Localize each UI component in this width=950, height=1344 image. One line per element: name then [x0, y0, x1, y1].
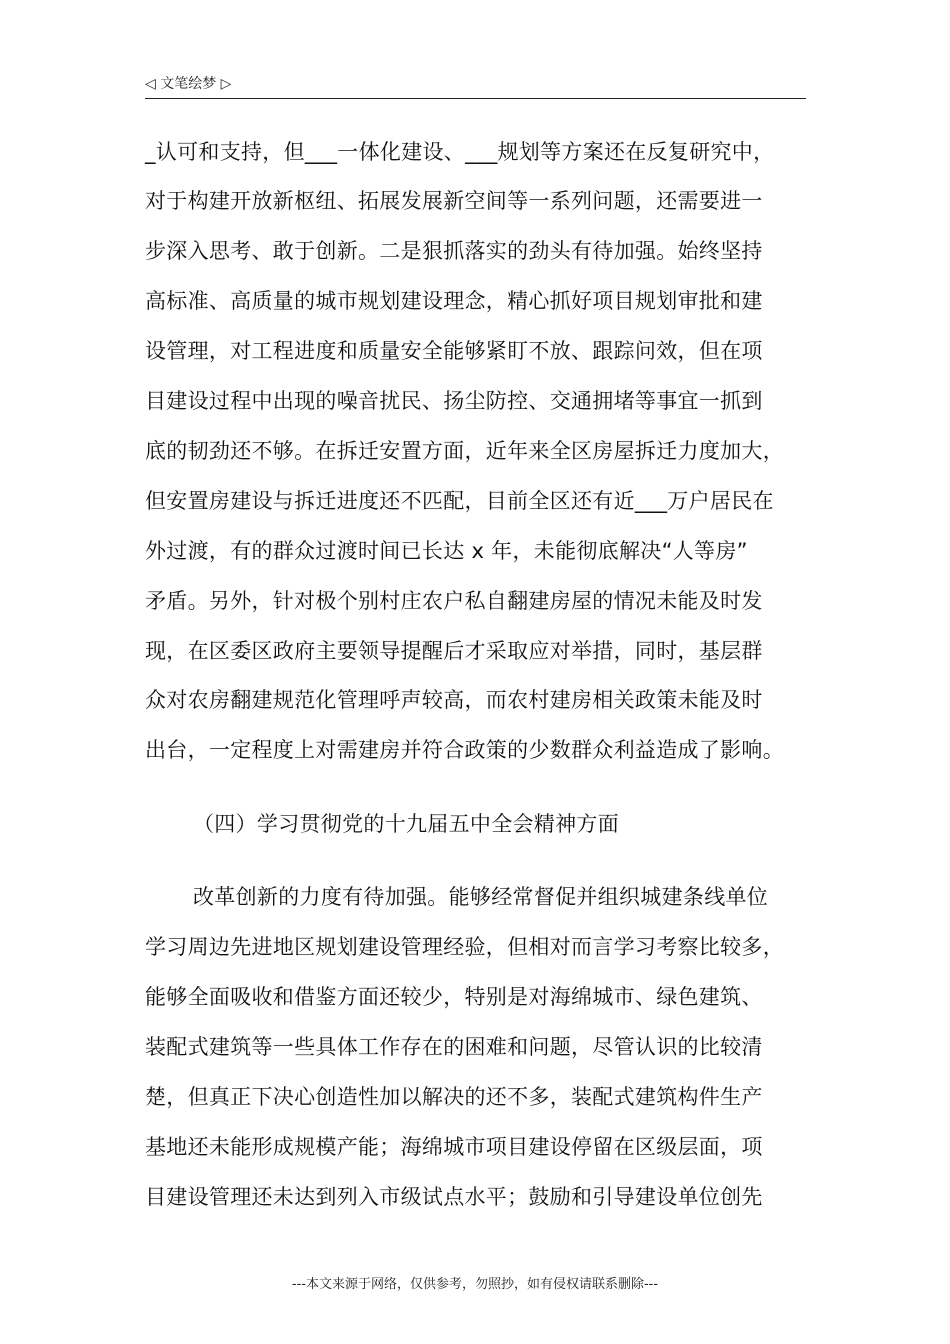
body-line: 目建设管理还未达到列入市级试点水平；鼓励和引导建设单位创先 — [145, 1185, 763, 1209]
body-line: 设管理，对工程进度和质量安全能够紧盯不放、跟踪问效，但在项 — [145, 339, 763, 363]
body-line: 现，在区委区政府主要领导提醒后才采取应对举措，同时，基层群 — [145, 639, 763, 663]
body-line: 外过渡，有的群众过渡时间已长达 x 年，未能彻底解决“人等房” — [145, 539, 748, 563]
body-line: 底的韧劲还不够。在拆迁安置方面，近年来全区房屋拆迁力度加大， — [145, 439, 784, 463]
body-line: 但安置房建设与拆迁进度还不匹配，目前全区还有近___万户居民在 — [145, 489, 774, 513]
page-header — [145, 74, 806, 99]
header-title: ◁ 文笔绘梦 ▷ — [145, 76, 232, 92]
body-line: 目建设过程中出现的噪音扰民、扬尘防控、交通拥堵等事宜一抓到 — [145, 389, 763, 413]
body-line: 出台，一定程度上对需建房并符合政策的少数群众利益造成了影响。 — [145, 738, 784, 762]
body-line: 众对农房翻建规范化管理呼声较高，而农村建房相关政策未能及时 — [145, 688, 763, 712]
body-line: 楚，但真正下决心创造性加以解决的还不多，装配式建筑构件生产 — [145, 1085, 763, 1109]
body-line: 对于构建开放新枢纽、拓展发展新空间等一系列问题，还需要进一 — [145, 189, 763, 213]
body-line: 学习周边先进地区规划建设管理经验，但相对而言学习考察比较多， — [145, 935, 784, 959]
page-footer: ---本文来源于网络，仅供参考，勿照抄，如有侵权请联系删除--- — [291, 1277, 659, 1292]
body-line: 改革创新的力度有待加强。能够经常督促并组织城建条线单位 — [193, 885, 769, 909]
body-line: _认可和支持，但___一体化建设、___规划等方案还在反复研究中， — [145, 140, 775, 164]
body-line: 矛盾。另外，针对极个别村庄农户私自翻建房屋的情况未能及时发 — [145, 589, 763, 613]
body-line: 步深入思考、敢于创新。二是狠抓落实的劲头有待加强。始终坚持 — [145, 239, 763, 263]
section-heading: （四）学习贯彻党的十九届五中全会精神方面 — [193, 812, 619, 836]
body-line: 高标准、高质量的城市规划建设理念，精心抓好项目规划审批和建 — [145, 289, 763, 313]
body-line: 基地还未能形成规模产能；海绵城市项目建设停留在区级层面，项 — [145, 1135, 763, 1159]
body-line: 装配式建筑等一些具体工作存在的困难和问题，尽管认识的比较清 — [145, 1035, 763, 1059]
body-line: 能够全面吸收和借鉴方面还较少，特别是对海绵城市、绿色建筑、 — [145, 985, 763, 1009]
